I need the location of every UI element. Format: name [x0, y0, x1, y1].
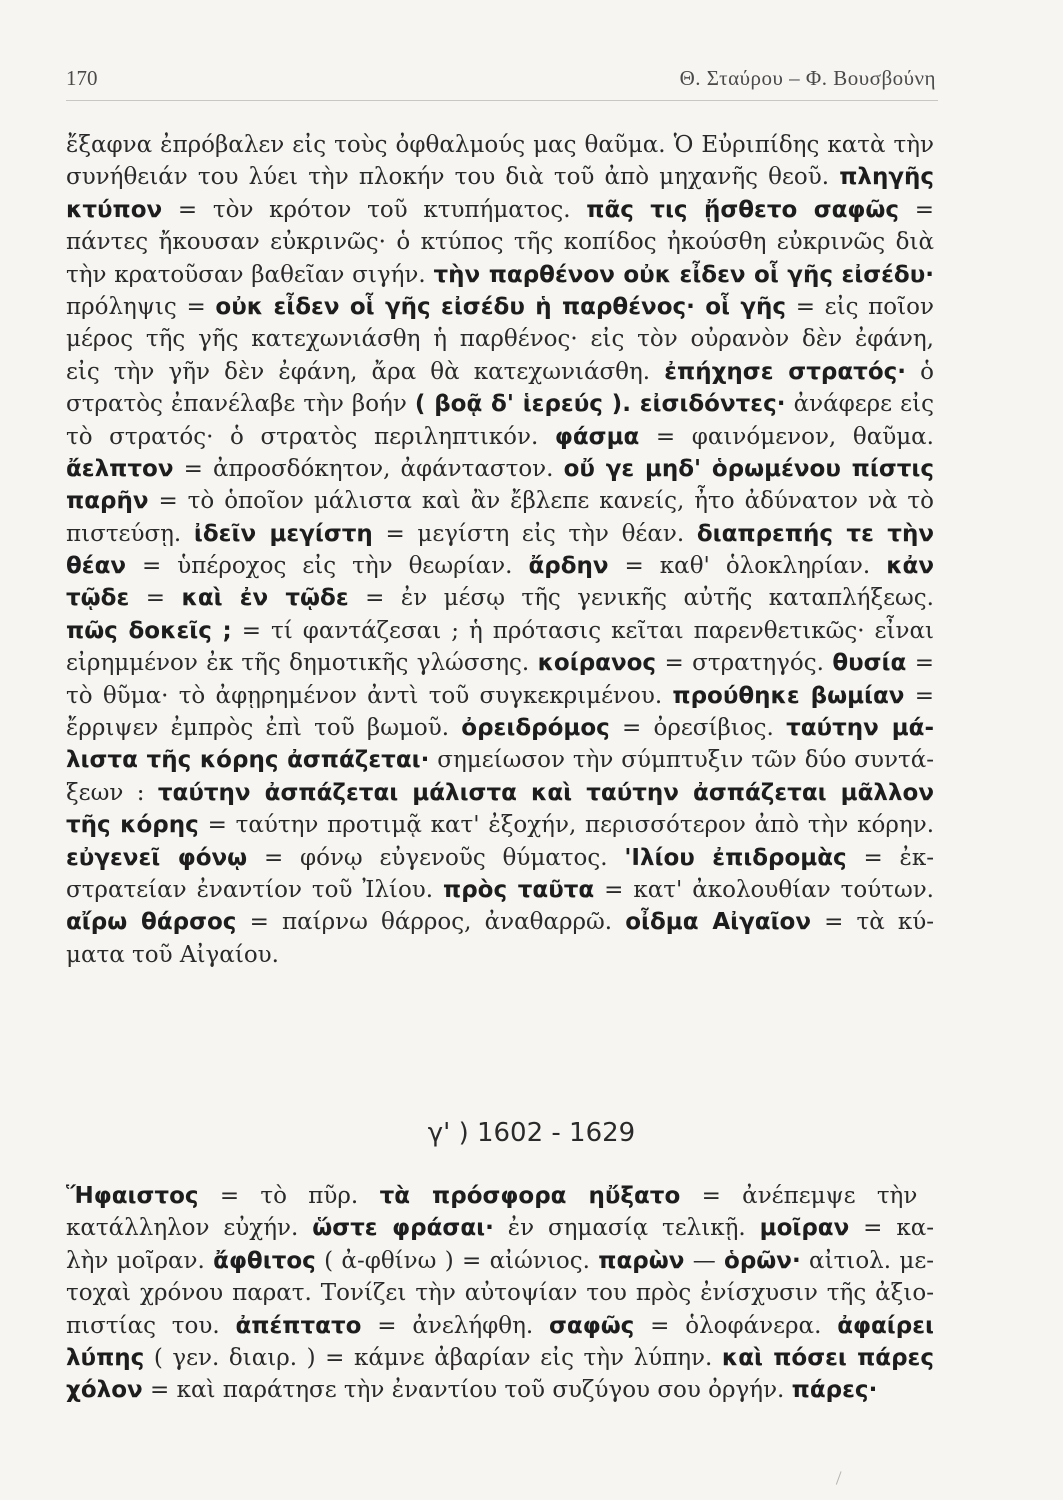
text-line: τῆς κόρης = ταύτην προτιμᾷ κατ' ἐξοχήν, περισσότερον ἀπὸ τὴν κόρην. [66, 812, 934, 839]
text-line: κτύπον = τὸν κρότον τοῦ κτυπήματος. πᾶς τις ᾔσθετο σαφῶς = [66, 196, 934, 223]
text-line: ἔρριψεν ἐμπρὸς ἐπὶ τοῦ βωμοῦ. ὀρειδρόμος = ὀρεσίβιος. ταύτην μά- [66, 715, 934, 742]
lemma: χόλον [66, 1377, 143, 1404]
lemma: τὰ πρόσφορα ηὔξατο [379, 1183, 681, 1209]
lemma: λιστα τῆς κόρης ἀσπάζεται· [66, 747, 430, 774]
lemma: φάσμα [554, 423, 640, 450]
lemma: τῷδε [66, 585, 130, 612]
lemma: ὀρειδρόμος [461, 715, 610, 742]
lemma: πάρες· [791, 1377, 878, 1404]
text-line: εἰρημμένον ἐκ τῆς δημοτικῆς γλώσσης. κοίρανος = στρατηγός. θυσία = [66, 650, 934, 677]
lemma: 'Ιλίου ἐπιδρομὰς [624, 844, 847, 871]
text-line: πιστεύσῃ. ἰδεῖν μεγίστη = μεγίστη εἰς τὴν θέαν. διαπρεπής τε τὴν [66, 520, 934, 547]
text-line: συνήθειάν του λύει τὴν πλοκήν του διὰ τοῦ ἀπὸ μηχανῆς θεοῦ. πληγῆς [66, 164, 934, 191]
lemma: ἄελπτον [66, 455, 174, 482]
lemma: καὶ πόσει πάρες [721, 1344, 934, 1371]
text-line: ματα τοῦ Αἰγαίου. [66, 941, 279, 968]
scan-mark [836, 1471, 847, 1487]
lemma: τὴν παρθένον οὐκ εἶδεν οἷ γῆς εἰσέδυ· [433, 261, 934, 288]
lemma: θέαν [66, 553, 127, 580]
lemma: ἄφθιτος [213, 1247, 316, 1274]
text-line: στρατείαν ἐναντίον τοῦ Ἰλίου. πρὸς ταῦτα = κατ' ἀκολουθίαν τούτων. [66, 876, 934, 903]
text-line: ξεων : ταύτην ἀσπάζεται μάλιστα καὶ ταύτην ἀσπάζεται μᾶλλον [66, 779, 934, 806]
lemma: πᾶς τις ᾔσθετο σαφῶς [586, 196, 900, 223]
text-line: μέρος τῆς γῆς κατεχωνιάσθη ἡ παρθένος· εἰς τὸν οὐρανὸν δὲν ἐφάνη, [66, 326, 934, 353]
text-line: χόλον = καὶ παράτησε τὴν ἐναντίου τοῦ συζύγου σου ὀργήν. πάρες· [66, 1377, 878, 1404]
text-line: τοχαὶ χρόνου παρατ. Τονίζει τὴν αὐτοψίαν του πρὸς ἐνίσχυσιν τῆς ἀξιο- [66, 1280, 934, 1307]
running-head: Θ. Σταύρου – Φ. Βουσβούνη [679, 66, 936, 90]
commentary-paragraph [66, 1180, 934, 1407]
lemma: ( βοᾷ δ' ἱερεύς ). εἰσιδόντες· [414, 391, 786, 418]
lemma: εὐγενεῖ φόνῳ [66, 844, 248, 871]
text-line: λιστα τῆς κόρης ἀσπάζεται· σημείωσον τὴν σύμπτυξιν τῶν δύο συντά- [66, 747, 934, 774]
text-line: τὸ θῦμα· τὸ ἀφῃρημένον ἀντὶ τοῦ συγκεκριμένου. προύθηκε βωμίαν = [66, 682, 934, 709]
lemma: ὥστε φράσαι· [312, 1215, 494, 1242]
text-line: ἄελπτον = ἀπροσδόκητον, ἀφάνταστον. οὔ γε μηδ' ὁρωμένου πίστις [66, 455, 934, 482]
commentary-paragraph [66, 129, 934, 971]
text-line: εἰς τὴν γῆν δὲν ἐφάνη, ἄρα θὰ κατεχωνιάσθη. ἐπήχησε στρατός· ὁ [66, 358, 934, 385]
lemma: οὐκ εἶδεν οἷ γῆς εἰσέδυ ἡ παρθένος· οἷ γῆς [215, 293, 787, 320]
lemma: ἰδεῖν μεγίστη [193, 520, 373, 547]
text-line: τὴν κρατοῦσαν βαθεῖαν σιγήν. τὴν παρθένον οὐκ εἶδεν οἷ γῆς εἰσέδυ· [66, 261, 934, 288]
page-number: 170 [66, 66, 98, 90]
text-line: πῶς δοκεῖς ; = τί φαντάζεσαι ; ἡ πρότασις κεῖται παρενθετικῶς· εἶναι [66, 617, 934, 644]
header-rule [66, 100, 938, 101]
text-line: αἴρω θάρσος = παίρνω θάρρος, ἀναθαρρῶ. οἶδμα Αἰγαῖον = τὰ κύ- [66, 909, 934, 936]
text-line: πιστίας του. ἀπέπτατο = ἀνελήφθη. σαφῶς = ὁλοφάνερα. ἀφαίρει [66, 1312, 934, 1339]
lemma: ὁρῶν· [724, 1247, 801, 1274]
lemma: ἀπέπτατο [235, 1312, 362, 1339]
lemma: Ἥφαιστος [66, 1183, 199, 1209]
text-line: Ἥφαιστος = τὸ πῦρ. τὰ πρόσφορα ηὔξατο = ἀνέπεμψε τὴν [66, 1183, 918, 1209]
text-line: παρῆν = τὸ ὁποῖον μάλιστα καὶ ἂν ἔβλεπε κανείς, ἦτο ἀδύνατον νὰ τὸ [66, 488, 934, 515]
text-line: ἔξαφνα ἐπρόβαλεν εἰς τοὺς ὀφθαλμούς μας θαῦμα. Ὁ Εὐριπίδης κατὰ τὴν [66, 132, 934, 158]
text-line: εὐγενεῖ φόνῳ = φόνῳ εὐγενοῦς θύματος. 'Ιλίου ἐπιδρομὰς = ἐκ- [66, 844, 934, 871]
text-line: λύπης ( γεν. διαιρ. ) = κάμνε ἀβαρίαν εἰς τὴν λύπην. καὶ πόσει πάρες [66, 1344, 934, 1371]
text-line: πάντες ἤκουσαν εὐκρινῶς· ὁ κτύπος τῆς κοπίδος ἠκούσθη εὐκρινῶς διὰ [66, 229, 934, 256]
lemma: θυσία [832, 650, 907, 677]
lemma: ταύτην ἀσπάζεται μάλιστα καὶ ταύτην ἀσπάζεται μᾶλλον [157, 779, 934, 806]
page-header [66, 66, 936, 98]
lemma: πρὸς ταῦτα [443, 876, 595, 903]
lemma: προύθηκε βωμίαν [672, 682, 905, 709]
lemma: λύπης [66, 1344, 145, 1371]
lemma: κτύπον [66, 196, 163, 223]
text-line: στρατὸς ἐπανέλαβε τὴν βοήν ( βοᾷ δ' ἱερεύς ). εἰσιδόντες· ἀνάφερε εἰς [66, 391, 934, 418]
text-line: τὸ στρατός· ὁ στρατὸς περιληπτικόν. φάσμα = φαινόμενον, θαῦμα. [66, 423, 934, 450]
lemma: αἴρω θάρσος [66, 909, 237, 936]
lemma: καὶ ἐν τῷδε [181, 585, 349, 612]
text-line: κατάλληλον εὐχήν. ὥστε φράσαι· ἐν σημασίᾳ τελικῇ. μοῖραν = κα- [66, 1215, 934, 1242]
lemma: κἀν [886, 553, 934, 580]
lemma: παρὼν [598, 1247, 685, 1274]
lemma: πῶς δοκεῖς ; [66, 617, 232, 644]
section-heading: γ' ) 1602 - 1629 [427, 1118, 636, 1148]
lemma: ἄρδην [528, 553, 609, 580]
lemma: μοῖραν [759, 1215, 850, 1242]
text-line: λὴν μοῖραν. ἄφθιτος ( ἀ-φθίνω ) = αἰώνιος. παρὼν — ὁρῶν· αἰτιολ. με- [66, 1247, 934, 1274]
lemma: ταύτην μά- [786, 715, 934, 742]
lemma: κοίρανος [537, 650, 657, 677]
lemma: ἀφαίρει [837, 1312, 934, 1339]
lemma: οἶδμα Αἰγαῖον [625, 909, 811, 936]
lemma: παρῆν [66, 488, 149, 515]
lemma: σαφῶς [548, 1312, 635, 1339]
lemma: οὔ γε μηδ' ὁρωμένου πίστις [563, 455, 934, 482]
lemma: διαπρεπής τε τὴν [696, 520, 934, 547]
lemma: πληγῆς [839, 164, 934, 191]
lemma: ἐπήχησε στρατός· [664, 358, 907, 385]
text-line: θέαν = ὑπέροχος εἰς τὴν θεωρίαν. ἄρδην = καθ' ὁλοκληρίαν. κἀν [66, 553, 934, 580]
lemma: τῆς κόρης [66, 812, 199, 839]
text-line: τῷδε = καὶ ἐν τῷδε = ἐν μέσῳ τῆς γενικῆς αὐτῆς καταπλήξεως. [66, 585, 934, 612]
text-line: πρόληψις = οὐκ εἶδεν οἷ γῆς εἰσέδυ ἡ παρθένος· οἷ γῆς = εἰς ποῖον [66, 293, 934, 320]
